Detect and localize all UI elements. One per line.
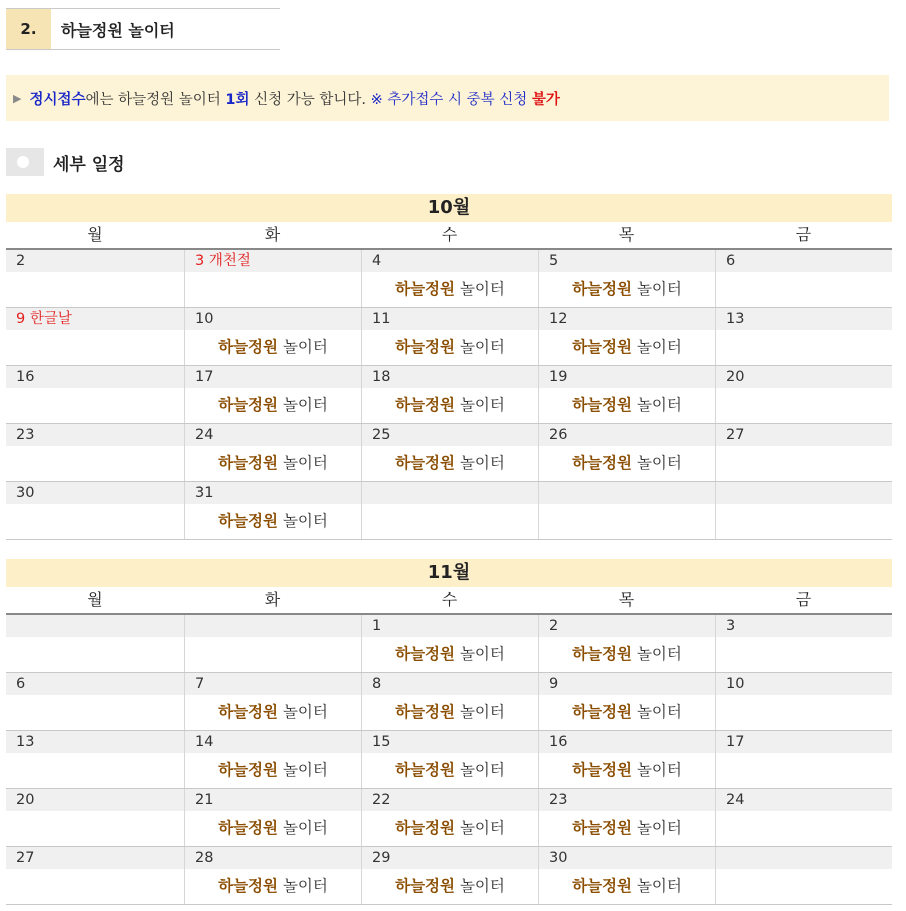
empty-event-slot [716, 695, 892, 730]
event-name-rest: 놀이터 [278, 819, 328, 837]
calendar-day-cell [715, 673, 892, 730]
event-name-bold: 하늘정원 [218, 703, 279, 721]
calendar-week-row [6, 308, 892, 366]
event-name-bold: 하늘정원 [572, 645, 633, 663]
toggle-icon [6, 148, 44, 176]
calendar-week-row [6, 615, 892, 673]
event-name-rest: 놀이터 [278, 454, 328, 472]
event-name-rest: 놀이터 [632, 761, 682, 779]
event-label[interactable] [539, 811, 715, 846]
empty-event-slot [6, 869, 184, 904]
date-label: 27 [6, 847, 184, 869]
calendar-day-cell[interactable] [361, 424, 538, 481]
empty-event-slot [716, 446, 892, 481]
weekday-label: 수 [441, 225, 458, 244]
event-name-bold: 하늘정원 [218, 454, 279, 472]
calendar-day-cell[interactable] [538, 731, 715, 788]
event-label[interactable] [539, 272, 715, 307]
calendar-day-cell [715, 366, 892, 423]
weekday-header-row [6, 222, 892, 250]
calendar-day-cell[interactable] [184, 366, 361, 423]
event-label[interactable] [362, 811, 538, 846]
calendar-day-cell[interactable] [361, 847, 538, 904]
event-name-rest: 놀이터 [278, 512, 328, 530]
date-label [716, 847, 892, 869]
calendar-day-cell[interactable] [184, 789, 361, 846]
event-name-bold: 하늘정원 [572, 454, 633, 472]
calendar-day-cell[interactable] [361, 615, 538, 672]
date-label: 9 [539, 673, 715, 695]
date-label: 6 [716, 250, 892, 272]
calendar-day-cell [715, 482, 892, 539]
event-label[interactable] [539, 637, 715, 672]
calendar-day-cell[interactable] [184, 673, 361, 730]
date-label: 16 [6, 366, 184, 388]
weekday-label: 월 [87, 590, 103, 609]
schedule-title: 세부 일정 [53, 154, 125, 175]
notice-part: ※ 추가접수 시 중복 신청 [370, 91, 532, 108]
calendar-day-cell [6, 366, 184, 423]
empty-event-slot [6, 272, 184, 307]
calendar-day-cell[interactable] [538, 424, 715, 481]
calendar-day-cell[interactable] [361, 789, 538, 846]
holiday-date-label: 9 한글날 [6, 308, 184, 330]
calendar-week-row [6, 424, 892, 482]
calendar-day-cell[interactable] [184, 731, 361, 788]
calendar-day-cell[interactable] [538, 308, 715, 365]
calendar-day-cell [6, 731, 184, 788]
date-label: 24 [716, 789, 892, 811]
empty-event-slot [6, 388, 184, 423]
date-label: 21 [185, 789, 361, 811]
empty-event-slot [716, 637, 892, 672]
date-label: 3 [716, 615, 892, 637]
event-name-bold: 하늘정원 [395, 280, 456, 298]
date-label: 27 [716, 424, 892, 446]
calendar-day-cell[interactable] [538, 250, 715, 307]
date-label: 1 [362, 615, 538, 637]
event-name-rest: 놀이터 [278, 761, 328, 779]
event-name-bold: 하늘정원 [218, 761, 279, 779]
date-label: 23 [539, 789, 715, 811]
event-name-rest: 놀이터 [632, 396, 682, 414]
date-label [716, 482, 892, 504]
event-name-rest: 놀이터 [455, 877, 505, 895]
date-label: 7 [185, 673, 361, 695]
date-label: 15 [362, 731, 538, 753]
calendar-day-cell [6, 673, 184, 730]
date-label: 17 [716, 731, 892, 753]
empty-event-slot [6, 637, 184, 672]
event-label[interactable] [539, 330, 715, 365]
date-label: 25 [362, 424, 538, 446]
calendar-day-cell[interactable] [538, 847, 715, 904]
event-name-bold: 하늘정원 [395, 761, 456, 779]
calendar-day-cell [6, 250, 184, 307]
notice-part: 신청 가능 합니다. [249, 91, 371, 108]
event-name-rest: 놀이터 [632, 645, 682, 663]
date-label: 23 [6, 424, 184, 446]
date-label: 16 [539, 731, 715, 753]
calendar-day-cell [6, 615, 184, 672]
event-name-bold: 하늘정원 [572, 338, 633, 356]
notice-part: 1회 [225, 91, 250, 108]
event-name-rest: 놀이터 [455, 645, 505, 663]
calendar-week-row [6, 847, 892, 905]
notice-box [6, 75, 889, 121]
event-name-rest: 놀이터 [278, 877, 328, 895]
date-label: 13 [6, 731, 184, 753]
calendar-day-cell [361, 482, 538, 539]
event-name-bold: 하늘정원 [218, 512, 279, 530]
calendar-month-title: 11월 [6, 559, 892, 587]
weekday-label: 목 [618, 590, 635, 609]
date-label: 20 [716, 366, 892, 388]
calendar-day-cell[interactable] [184, 424, 361, 481]
empty-event-slot [185, 637, 361, 672]
event-name-bold: 하늘정원 [218, 877, 279, 895]
empty-event-slot [6, 753, 184, 788]
event-name-rest: 놀이터 [455, 396, 505, 414]
section-title: 하늘정원 놀이터 [61, 20, 175, 40]
event-name-bold: 하늘정원 [572, 280, 633, 298]
empty-event-slot [716, 272, 892, 307]
calendar-day-cell [715, 731, 892, 788]
event-label[interactable] [362, 330, 538, 365]
event-label[interactable] [539, 388, 715, 423]
date-label: 10 [716, 673, 892, 695]
weekday-label: 화 [264, 590, 281, 609]
notice-part: 에는 하늘정원 놀이터 [85, 91, 226, 108]
event-label[interactable] [185, 753, 361, 788]
event-name-rest: 놀이터 [278, 396, 328, 414]
event-name-rest: 놀이터 [278, 703, 328, 721]
event-name-rest: 놀이터 [632, 819, 682, 837]
event-label[interactable] [362, 637, 538, 672]
empty-event-slot [539, 504, 715, 539]
date-label: 19 [539, 366, 715, 388]
event-name-bold: 하늘정원 [572, 761, 633, 779]
date-label: 2 [6, 250, 184, 272]
calendar-october [6, 194, 892, 540]
empty-event-slot [6, 811, 184, 846]
calendar-november [6, 559, 892, 905]
date-label: 28 [185, 847, 361, 869]
event-name-rest: 놀이터 [455, 280, 505, 298]
calendar-day-cell[interactable] [361, 250, 538, 307]
event-name-rest: 놀이터 [632, 703, 682, 721]
weekday-label: 금 [795, 225, 812, 244]
event-label[interactable] [539, 695, 715, 730]
calendar-day-cell [6, 308, 184, 365]
empty-event-slot [716, 388, 892, 423]
empty-event-slot [6, 446, 184, 481]
calendar-day-cell [538, 482, 715, 539]
event-label[interactable] [539, 753, 715, 788]
date-label: 5 [539, 250, 715, 272]
event-name-rest: 놀이터 [455, 761, 505, 779]
event-name-bold: 하늘정원 [395, 454, 456, 472]
event-label[interactable] [185, 695, 361, 730]
calendar-week-row [6, 250, 892, 308]
calendar-day-cell[interactable] [361, 366, 538, 423]
date-label: 14 [185, 731, 361, 753]
event-label[interactable] [362, 272, 538, 307]
event-label[interactable] [362, 753, 538, 788]
section-header [6, 8, 280, 50]
weekday-label: 수 [441, 590, 458, 609]
event-label[interactable] [185, 504, 361, 539]
event-name-bold: 하늘정원 [395, 338, 456, 356]
calendar-day-cell [6, 847, 184, 904]
calendar-week-row [6, 482, 892, 540]
event-label[interactable] [185, 330, 361, 365]
calendar-day-cell [6, 789, 184, 846]
holiday-date-label: 3 개천절 [185, 250, 361, 272]
calendar-day-cell [715, 615, 892, 672]
weekday-label: 목 [618, 225, 635, 244]
calendar-week-row [6, 731, 892, 789]
calendar-day-cell[interactable] [538, 615, 715, 672]
weekday-label: 금 [795, 590, 812, 609]
calendar-day-cell[interactable] [361, 731, 538, 788]
date-label: 30 [6, 482, 184, 504]
event-name-rest: 놀이터 [455, 338, 505, 356]
event-name-rest: 놀이터 [632, 877, 682, 895]
calendar-day-cell[interactable] [361, 673, 538, 730]
calendar-day-cell [715, 308, 892, 365]
event-label[interactable] [362, 446, 538, 481]
event-name-bold: 하늘정원 [572, 703, 633, 721]
schedule-heading [6, 148, 125, 176]
weekday-header-row [6, 587, 892, 615]
empty-event-slot [362, 504, 538, 539]
weekday-label: 화 [264, 225, 281, 244]
event-name-bold: 하늘정원 [395, 819, 456, 837]
date-label: 8 [362, 673, 538, 695]
event-name-bold: 하늘정원 [218, 819, 279, 837]
date-label: 31 [185, 482, 361, 504]
event-name-rest: 놀이터 [632, 280, 682, 298]
event-label[interactable] [362, 388, 538, 423]
calendar-day-cell[interactable] [184, 482, 361, 539]
date-label: 12 [539, 308, 715, 330]
empty-event-slot [185, 272, 361, 307]
calendar-day-cell [6, 424, 184, 481]
calendar-day-cell [715, 250, 892, 307]
calendar-week-row [6, 673, 892, 731]
calendar-week-row [6, 789, 892, 847]
empty-event-slot [716, 753, 892, 788]
date-label: 18 [362, 366, 538, 388]
event-name-bold: 하늘정원 [395, 703, 456, 721]
date-label: 20 [6, 789, 184, 811]
event-name-bold: 하늘정원 [572, 877, 633, 895]
date-label [6, 615, 184, 637]
empty-event-slot [716, 330, 892, 365]
date-label [539, 482, 715, 504]
event-name-bold: 하늘정원 [395, 396, 456, 414]
empty-event-slot [6, 330, 184, 365]
calendar-day-cell [715, 789, 892, 846]
date-label: 22 [362, 789, 538, 811]
event-name-bold: 하늘정원 [572, 819, 633, 837]
date-label: 6 [6, 673, 184, 695]
weekday-label: 월 [87, 225, 103, 244]
calendar-day-cell[interactable] [184, 847, 361, 904]
date-label: 4 [362, 250, 538, 272]
triangle-bullet-icon: ▶ [13, 91, 22, 105]
calendar-day-cell[interactable] [538, 789, 715, 846]
event-label[interactable] [539, 446, 715, 481]
notice-part: 불가 [531, 91, 560, 108]
calendar-day-cell[interactable] [184, 308, 361, 365]
event-label[interactable] [362, 695, 538, 730]
date-label: 24 [185, 424, 361, 446]
date-label [362, 482, 538, 504]
calendar-day-cell[interactable] [361, 308, 538, 365]
empty-event-slot [6, 504, 184, 539]
event-label[interactable] [185, 446, 361, 481]
calendar-day-cell[interactable] [538, 673, 715, 730]
calendar-day-cell [184, 250, 361, 307]
empty-event-slot [6, 695, 184, 730]
event-label[interactable] [539, 869, 715, 904]
event-name-rest: 놀이터 [455, 703, 505, 721]
event-name-rest: 놀이터 [455, 819, 505, 837]
event-name-bold: 하늘정원 [218, 396, 279, 414]
date-label: 30 [539, 847, 715, 869]
calendar-day-cell [715, 424, 892, 481]
empty-event-slot [716, 504, 892, 539]
date-label: 17 [185, 366, 361, 388]
date-label: 29 [362, 847, 538, 869]
calendar-day-cell[interactable] [538, 366, 715, 423]
event-name-rest: 놀이터 [455, 454, 505, 472]
event-label[interactable] [185, 811, 361, 846]
date-label: 13 [716, 308, 892, 330]
calendar-month-title: 10월 [6, 194, 892, 222]
date-label: 11 [362, 308, 538, 330]
date-label: 10 [185, 308, 361, 330]
event-name-bold: 하늘정원 [572, 396, 633, 414]
section-number: 2. [6, 9, 51, 49]
date-label: 26 [539, 424, 715, 446]
event-label[interactable] [362, 869, 538, 904]
event-name-rest: 놀이터 [278, 338, 328, 356]
calendar-day-cell [184, 615, 361, 672]
notice-part: 정시접수 [29, 91, 86, 108]
empty-event-slot [716, 811, 892, 846]
event-label[interactable] [185, 869, 361, 904]
calendar-day-cell [715, 847, 892, 904]
calendar-day-cell [6, 482, 184, 539]
event-name-rest: 놀이터 [632, 454, 682, 472]
calendar-week-row [6, 366, 892, 424]
date-label [185, 615, 361, 637]
empty-event-slot [716, 869, 892, 904]
date-label: 2 [539, 615, 715, 637]
event-name-rest: 놀이터 [632, 338, 682, 356]
event-label[interactable] [185, 388, 361, 423]
event-name-bold: 하늘정원 [218, 338, 279, 356]
event-name-bold: 하늘정원 [395, 645, 456, 663]
notice-text [29, 88, 559, 109]
event-name-bold: 하늘정원 [395, 877, 456, 895]
